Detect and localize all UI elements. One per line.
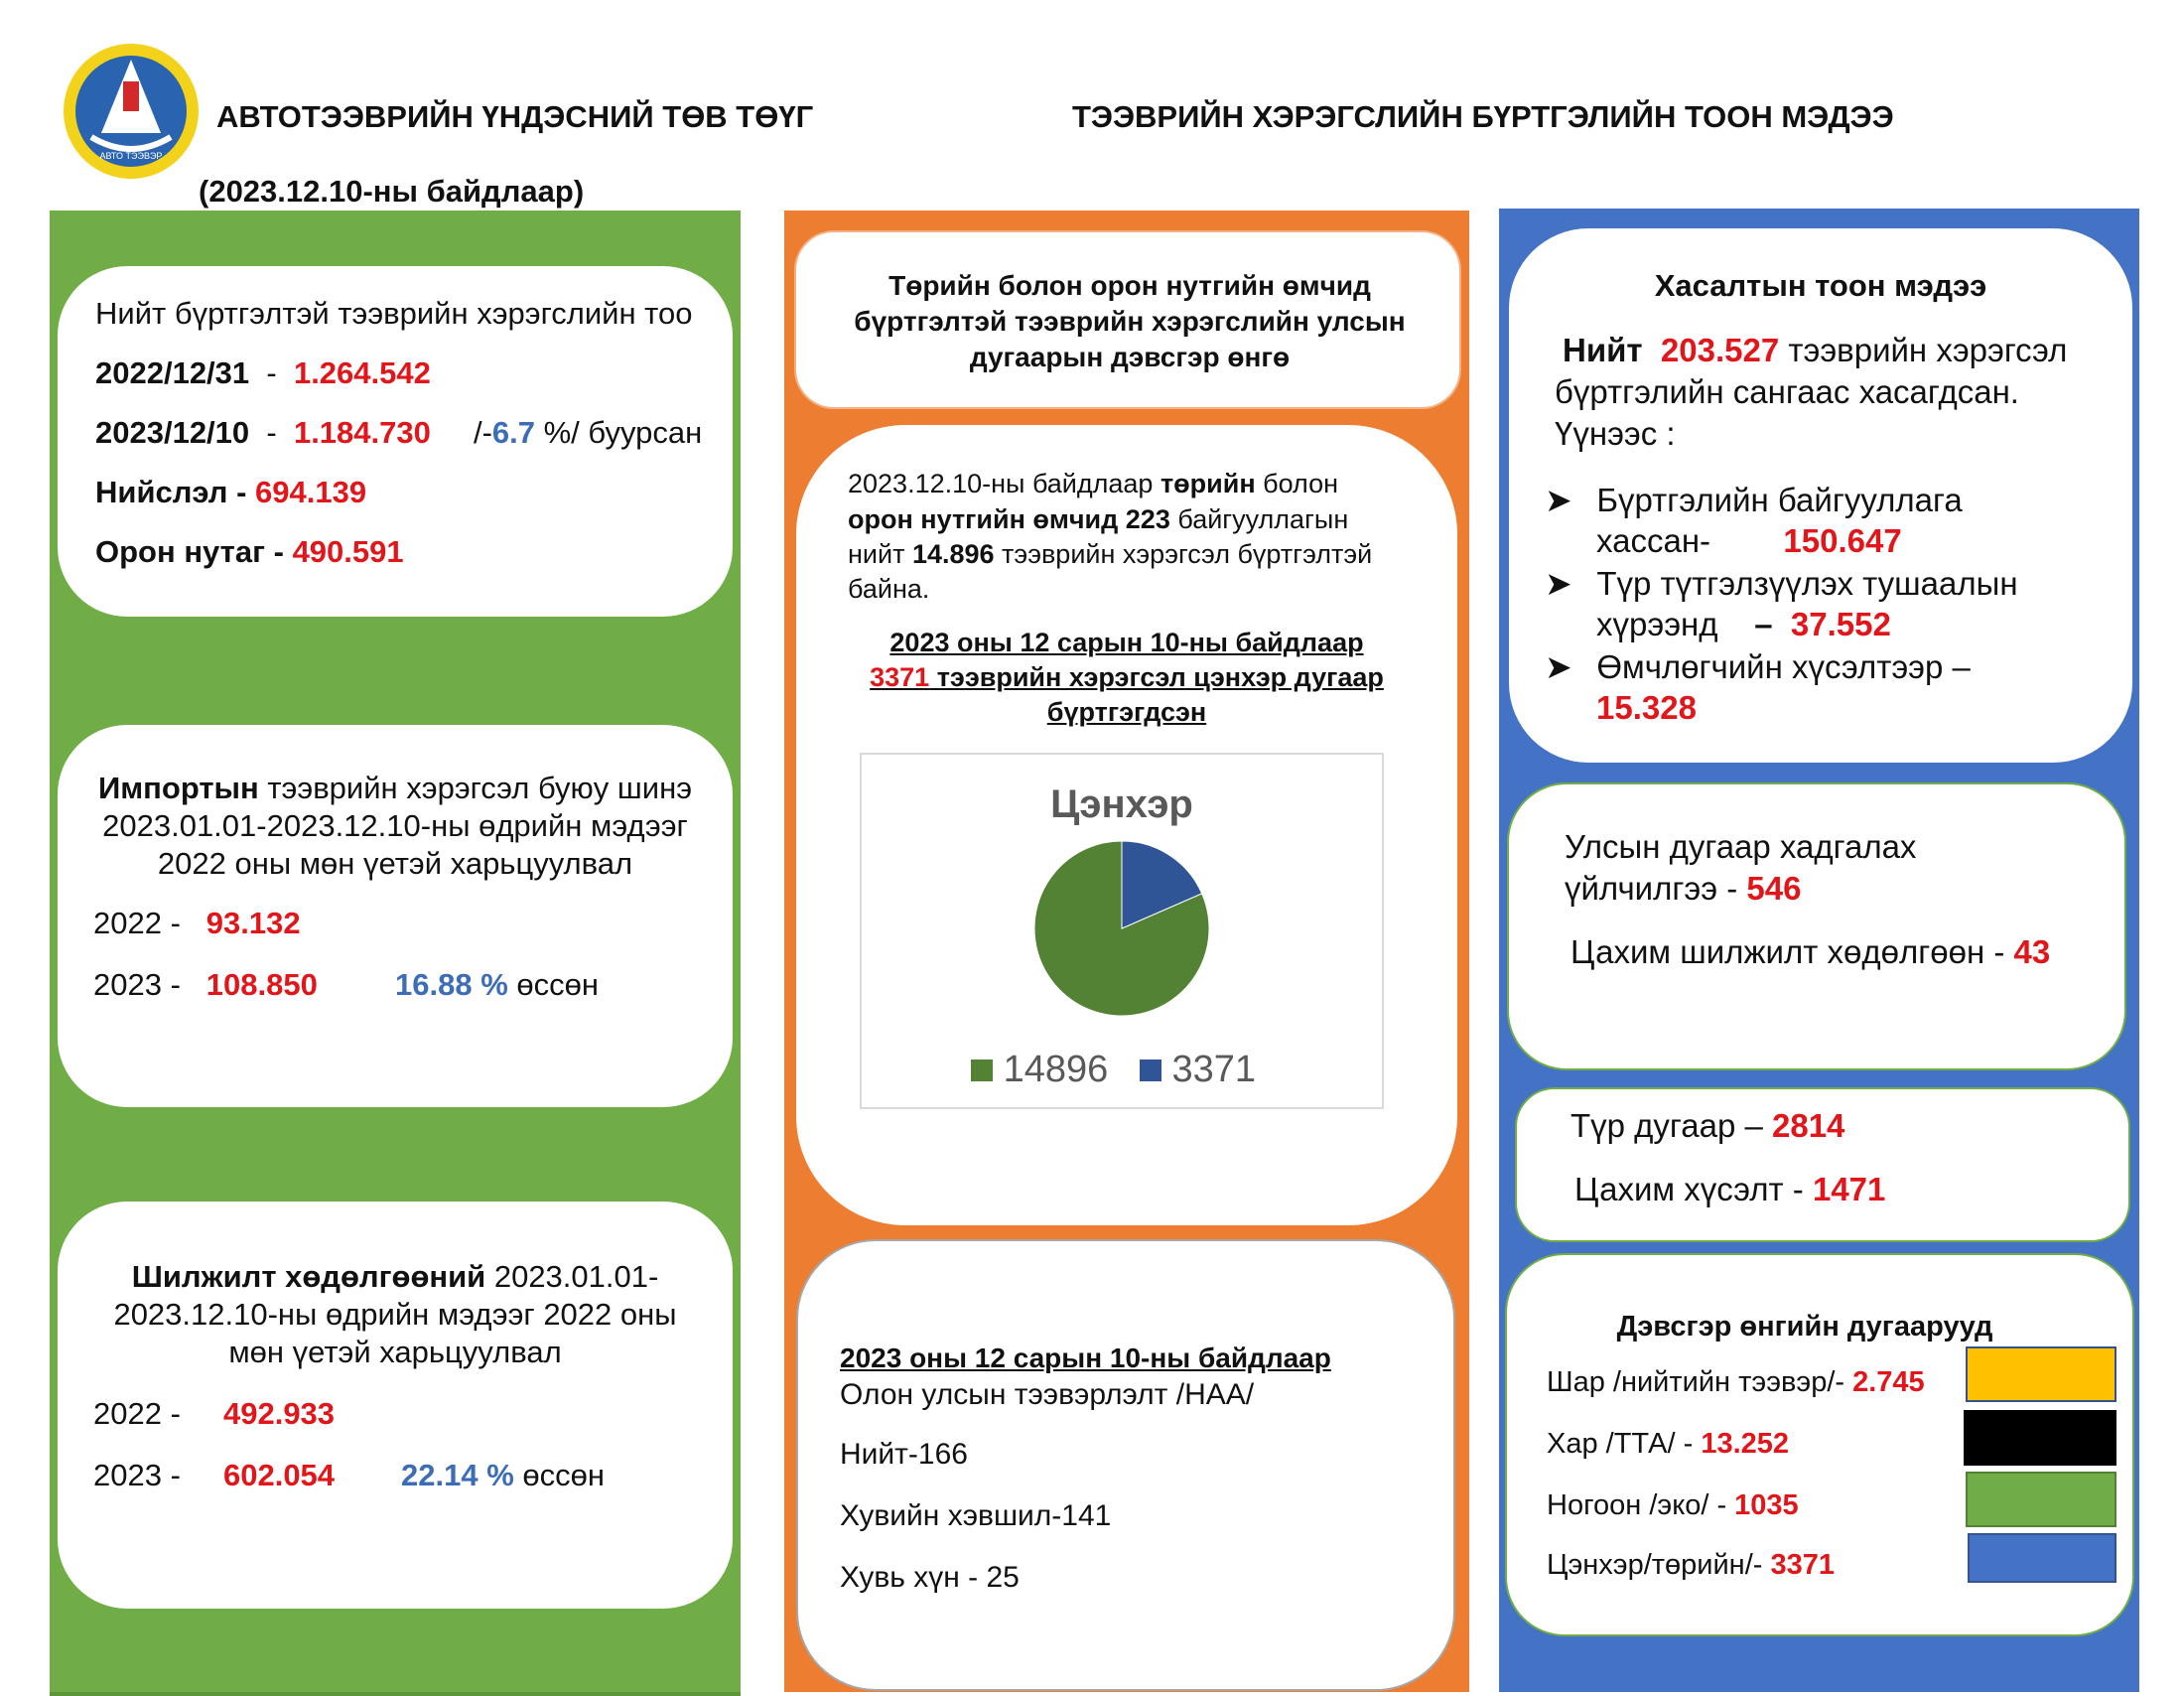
dereg-bullet-3: ➤ Өмчлөгчийн хүсэлтээр –: [1545, 648, 1971, 685]
deregistration-card: [1509, 228, 2132, 763]
state-title-line3: дугаарын дэвсгэр өнгө: [969, 342, 1291, 372]
date-note: (2023.12.10-ны байдлаар): [199, 174, 585, 209]
state-plate-title-card: [794, 230, 1461, 409]
dereg-bullet-3-value: 15.328: [1596, 689, 1697, 726]
state-info-line4: байна.: [848, 574, 930, 604]
transfer-heading-line2: 2023.12.10-ны өдрийн мэдээг 2022 оны: [113, 1297, 677, 1332]
pie-chart: [860, 753, 1384, 1109]
green-swatch: [1966, 1472, 2116, 1527]
temp-plate-card: [1515, 1087, 2130, 1242]
arrow-bullet-icon: ➤: [1545, 565, 1572, 602]
dereg-line2: бүртгэлийн сангаас хасагдсан.: [1555, 373, 2019, 410]
org-title: АВТОТЭЭВРИЙН ҮНДЭСНИЙ ТӨВ ТӨҮГ: [216, 99, 814, 134]
chart-legend: [971, 1049, 1256, 1091]
intl-heading: 2023 оны 12 сарын 10-ны байдлаар: [840, 1343, 1331, 1373]
capital-count: Нийслэл - 694.139: [95, 475, 367, 509]
plate-service-card: [1507, 782, 2126, 1070]
intl-line4: Хувь хүн - 25: [840, 1561, 1020, 1594]
transfer-growth: 22.14 % өссөн: [401, 1458, 605, 1492]
import-2023: 2023 - 108.850: [93, 967, 318, 1002]
dereg-bullet-1: ➤ Бүртгэлийн байгууллага: [1545, 482, 1963, 518]
import-growth: 16.88 % өссөн: [395, 967, 599, 1002]
state-blue-line3: бүртгэгдсэн: [1046, 697, 1207, 727]
state-info-line1: 2023.12.10-ны байдлаар төрийн болон: [848, 469, 1339, 498]
logo: [62, 42, 201, 181]
plate-colors-card: [1505, 1253, 2134, 1636]
black-swatch: [1964, 1410, 2116, 1466]
transfer-heading-line3: мөн үетэй харьцуулвал: [228, 1335, 562, 1369]
dereg-total: Нийт 203.527 тээврийн хэрэгсэл: [1563, 332, 2068, 368]
legend-swatch-3371: [1140, 1060, 1161, 1081]
plate-service-line2: үйлчилгээ - 546: [1565, 870, 1802, 907]
plate-service-line3: Цахим шилжилт хөдөлгөөн - 43: [1570, 933, 2051, 970]
intl-line2: Нийт-166: [840, 1438, 968, 1471]
transfer-heading-line1: Шилжилт хөдөлгөөний 2023.01.01-: [131, 1259, 659, 1294]
import-2022: 2022 - 93.132: [93, 906, 301, 940]
dereg-line3: Үүнээс :: [1555, 415, 1676, 452]
intl-line1: Олон улсын тээвэрлэлт /НАА/: [840, 1378, 1255, 1411]
dereg-title: Хасалтын тоон мэдээ: [1654, 268, 1987, 303]
state-info-line3: нийт 14.896 тээврийн хэрэгсэл бүртгэлтэй: [848, 539, 1373, 569]
transfer-card: [58, 1201, 733, 1609]
dereg-bullet-1-value: хассан- 150.647: [1596, 522, 1902, 559]
state-title-line2: бүртгэлтэй тээврийн хэрэгслийн улсын: [854, 306, 1406, 337]
import-card: [58, 725, 733, 1107]
plate-color-row-black: Хар /ТТА/ - 13.252: [1547, 1428, 1790, 1460]
rural-count: Орон нутаг - 490.591: [95, 534, 404, 569]
total-row-2023: 2023/12/10 - 1.184.730 /-6.7 %/ буурсан: [95, 415, 703, 450]
arrow-bullet-icon: ➤: [1545, 482, 1572, 518]
legend-label-3371: 3371: [1171, 1049, 1257, 1090]
temp-plate-line1: Түр дугаар – 2814: [1570, 1107, 1845, 1144]
transfer-2022: 2022 - 492.933: [93, 1396, 336, 1431]
dereg-bullet-2-value: хүрээнд – 37.552: [1596, 606, 1891, 642]
state-info-card: [796, 425, 1457, 1225]
intl-line3: Хувийн хэвшил-141: [840, 1499, 1112, 1532]
total-vehicles-card: [58, 266, 733, 617]
state-info-line2: орон нутгийн өмчид 223 байгууллагын: [848, 504, 1349, 534]
logo-text: АВТО ТЭЭВЭР: [99, 151, 163, 161]
plate-color-row-yellow: Шар /нийтийн тээвэр/- 2.745: [1547, 1366, 1925, 1398]
yellow-swatch: [1966, 1346, 2116, 1402]
state-blue-line1: 2023 оны 12 сарын 10-ны байдлаар: [889, 628, 1364, 657]
temp-plate-line2: Цахим хүсэлт - 1471: [1574, 1171, 1886, 1207]
legend-label-14896: 14896: [1003, 1049, 1109, 1090]
plate-color-row-blue: Цэнхэр/төрийн/- 3371: [1547, 1549, 1835, 1581]
international-card: [796, 1239, 1455, 1691]
import-heading-line2: 2023.01.01-2023.12.10-ны өдрийн мэдээг: [102, 808, 688, 843]
arrow-bullet-icon: ➤: [1545, 648, 1572, 685]
transfer-2023: 2023 - 602.054: [93, 1458, 336, 1492]
legend-swatch-14896: [971, 1060, 993, 1081]
blue-swatch: [1968, 1533, 2116, 1583]
plate-colors-title: Дэвсгэр өнгийн дугаарууд: [1616, 1311, 1993, 1343]
total-heading: Нийт бүртгэлтэй тээврийн хэрэгслийн тоо: [95, 296, 693, 331]
import-heading-line1: Импортын тээврийн хэрэгсэл буюу шинэ: [97, 771, 693, 805]
total-row-2022: 2022/12/31 - 1.264.542: [95, 355, 431, 390]
state-blue-line2: 3371 тээврийн хэрэгсэл цэнхэр дугаар: [870, 662, 1384, 692]
dereg-bullet-2: ➤ Түр түтгэлзүүлэх тушаалын: [1545, 565, 2018, 602]
import-heading-line3: 2022 оны мөн үетэй харьцуулвал: [157, 846, 633, 881]
plate-color-row-green: Ногоон /эко/ - 1035: [1547, 1489, 1799, 1521]
chart-title: Цэнхэр: [1050, 782, 1193, 826]
report-title: ТЭЭВРИЙН ХЭРЭГСЛИЙН БҮРТГЭЛИЙН ТООН МЭДЭЭ: [1072, 99, 1894, 134]
plate-service-line1: Улсын дугаар хадгалах: [1565, 828, 1917, 865]
state-title-line1: Төрийн болон орон нутгийн өмчид: [888, 270, 1371, 301]
